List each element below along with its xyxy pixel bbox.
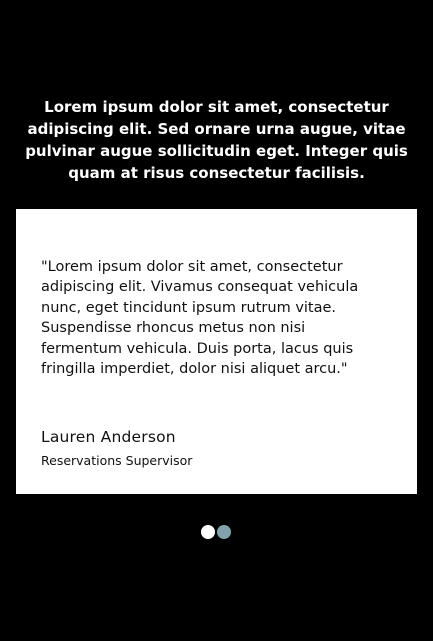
testimonial-author-role: Reservations Supervisor (41, 453, 193, 468)
carousel-dot-1-active[interactable] (201, 525, 215, 539)
testimonial-quote: "Lorem ipsum dolor sit amet, consectetur adipiscing elit. Vivamus consequat vehicula nunc, eget tincidunt ipsum rutrum vitae. Suspendisse rhoncus metus non nisi fermentum vehicula. Duis porta, lacus quis fringilla imperdiet, dolor nisi aliquet arcu." (41, 259, 359, 378)
testimonial-author-name: Lauren Anderson (41, 428, 176, 446)
carousel-dot-2[interactable] (217, 525, 231, 539)
intro-text: Lorem ipsum dolor sit amet, consectetur adipiscing elit. Sed ornare urna augue, vitae pulvinar augue sollicitudin eget. Integer quis quam at risus consectetur facilisis. (25, 98, 408, 182)
carousel-pagination (201, 525, 231, 539)
testimonial-card (16, 209, 417, 494)
